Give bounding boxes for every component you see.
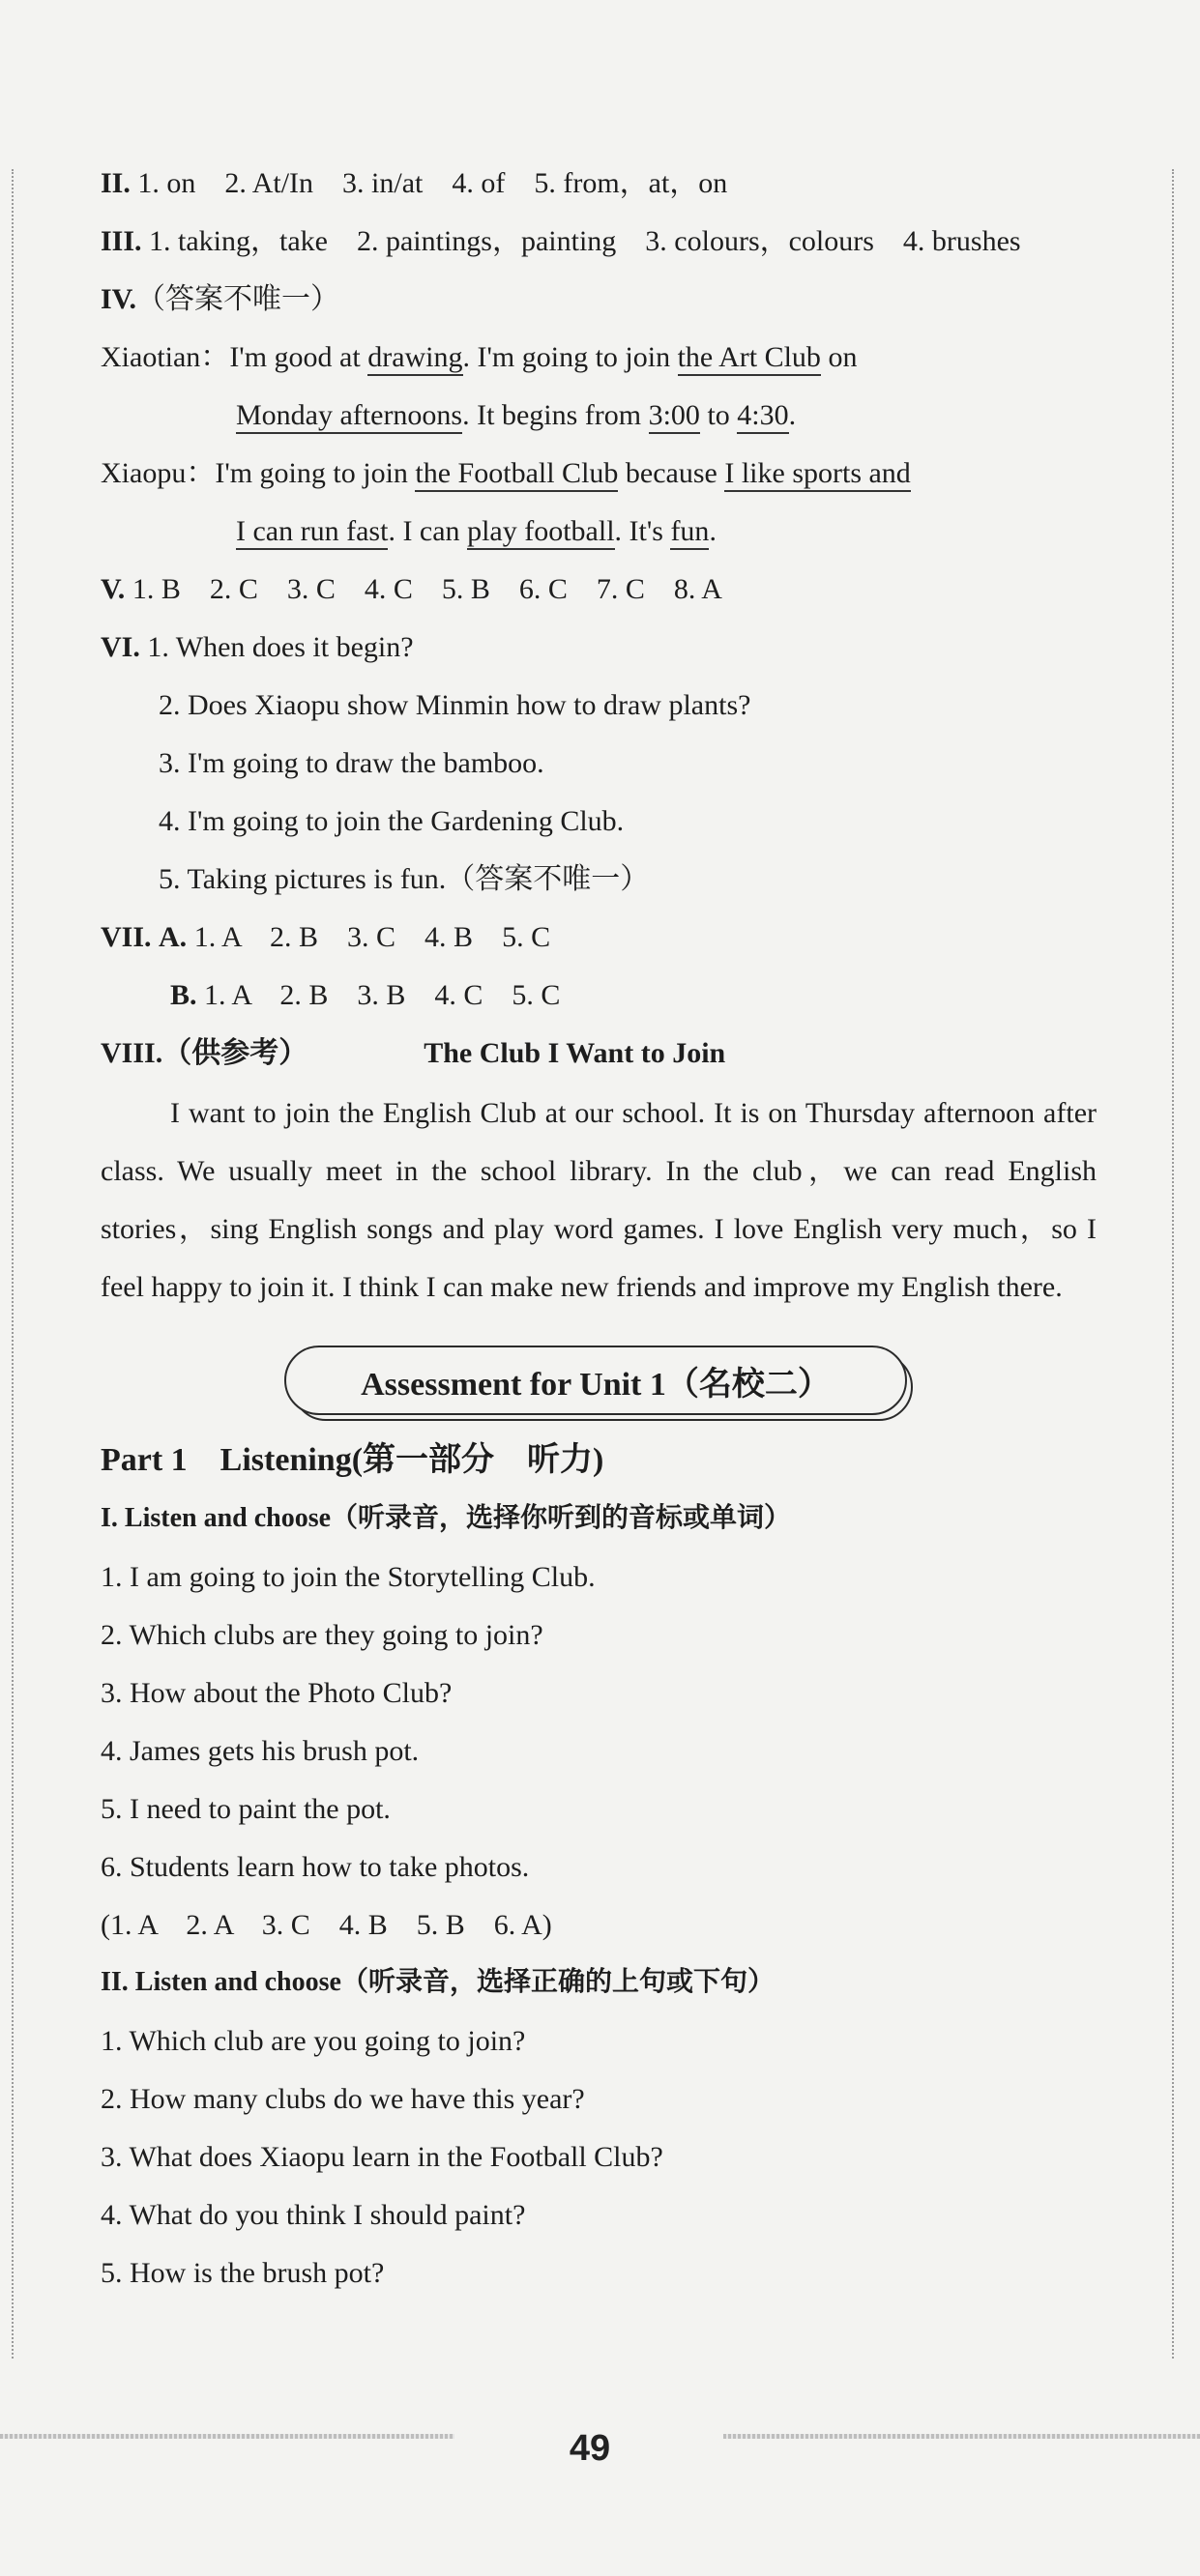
section-6-item-5: 5. Taking pictures is fun.（答案不唯一） — [159, 863, 650, 895]
text-run: . It begins from — [462, 399, 649, 431]
xiaotian-line-2 — [101, 396, 1097, 454]
text-run: on — [820, 341, 858, 373]
section-label: VIII. — [101, 1037, 163, 1069]
listening-1-item: 3. How about the Photo Club? — [101, 1677, 453, 1709]
underlined-answer: 3:00 — [649, 399, 700, 434]
essay-text: I want to join the English Club at our school. It is on Thursday afternoon after class. We usually meet in the school library. In the club，we can read English stories，sing English songs and play word games. I love English very much，so I feel happy to join it. I think I can make new friends and improve my English there. — [101, 1097, 1097, 1303]
banner-title: Assessment for Unit 1（名校二） — [284, 1346, 907, 1415]
listening-2-heading: II. Listen and choose（听录音，选择正确的上句或下句） — [101, 1967, 775, 1997]
section-note: （供参考） — [162, 1037, 308, 1069]
footer-rule-left — [0, 2434, 454, 2439]
section-4-header — [101, 280, 1097, 338]
text-run: I'm going to join — [215, 457, 416, 489]
listening-1-item: 6. Students learn how to take photos. — [101, 1851, 530, 1883]
subpart-label: B. — [170, 979, 197, 1011]
section-6-item-3: 3. I'm going to draw the bamboo. — [159, 747, 544, 779]
listening-2-item: 1. Which club are you going to join? — [101, 2025, 526, 2057]
section-6-item-2: 2. Does Xiaopu show Minmin how to draw plants? — [159, 689, 751, 721]
right-dotted-margin — [1172, 169, 1174, 2359]
section-2-answers — [101, 164, 1097, 222]
section-label: II. — [101, 167, 131, 199]
part-1-heading: Part 1 Listening(第一部分 听力) — [101, 1442, 604, 1478]
answer-text: 1. When does it begin? — [147, 631, 414, 663]
underlined-answer: Monday afternoons — [236, 399, 462, 434]
section-8-header — [101, 1034, 1097, 1092]
section-note: （答案不唯一） — [135, 283, 339, 315]
underlined-answer: I like sports and — [724, 457, 910, 492]
text-run: . — [788, 399, 797, 431]
text-run: . — [709, 515, 717, 547]
underlined-answer: the Art Club — [678, 341, 821, 376]
listening-2-item: 3. What does Xiaopu learn in the Football Club? — [101, 2141, 663, 2173]
subpart-label: A. — [159, 921, 188, 953]
section-7-part-a — [101, 918, 1097, 976]
listening-2-item: 2. How many clubs do we have this year? — [101, 2083, 585, 2115]
listening-1-item: 4. James gets his brush pot. — [101, 1735, 420, 1767]
section-label: III. — [101, 225, 142, 257]
underlined-answer: the Football Club — [415, 457, 618, 492]
text-run: . I can — [388, 515, 468, 547]
text-run: because — [618, 457, 725, 489]
section-6-item-1 — [101, 628, 1097, 686]
answer-text: 1. B 2. C 3. C 4. C 5. B 6. C 7. C 8. A — [132, 573, 722, 605]
underlined-answer: I can run fast — [236, 515, 388, 550]
answer-text: 1. on 2. At/In 3. in/at 4. of 5. from，at，on — [137, 167, 728, 199]
section-label: IV. — [101, 283, 136, 315]
section-label: VII. — [101, 921, 152, 953]
answer-text: 1. A 2. B 3. C 4. B 5. C — [193, 921, 551, 953]
left-dotted-margin — [12, 169, 14, 2359]
unit-banner — [101, 1336, 1097, 1440]
text-run: . I'm going to join — [462, 341, 678, 373]
listening-1-answers: (1. A 2. A 3. C 4. B 5. B 6. A) — [101, 1909, 552, 1941]
essay-paragraph — [101, 1085, 1097, 1317]
listening-1-item: 2. Which clubs are they going to join? — [101, 1619, 543, 1651]
section-label: VI. — [101, 631, 140, 663]
listening-2-item: 4. What do you think I should paint? — [101, 2199, 526, 2231]
xiaotian-line-1 — [101, 338, 1097, 396]
page-number: 49 — [569, 2428, 611, 2469]
text-run: I'm good at — [229, 341, 368, 373]
xiaopu-line-1 — [101, 454, 1097, 512]
section-5-answers — [101, 570, 1097, 628]
essay-title: The Club I Want to Join — [424, 1037, 726, 1069]
answer-content — [101, 164, 1097, 2312]
underlined-answer: drawing — [367, 341, 462, 376]
answer-text: 1. A 2. B 3. B 4. C 5. C — [204, 979, 561, 1011]
answer-text: 1. taking，take 2. paintings，painting 3. colours，colours 4. brushes — [149, 225, 1021, 257]
listening-1-item: 1. I am going to join the Storytelling Club. — [101, 1561, 596, 1593]
underlined-answer: fun — [670, 515, 709, 550]
xiaopu-line-2 — [101, 512, 1097, 570]
underlined-answer: 4:30 — [737, 399, 788, 434]
speaker-name: Xiaopu： — [101, 457, 216, 489]
listening-1-heading: I. Listen and choose（听录音，选择你听到的音标或单词） — [101, 1503, 792, 1533]
section-6-item-4: 4. I'm going to join the Gardening Club. — [159, 805, 625, 837]
speaker-name: Xiaotian： — [101, 341, 230, 373]
section-label: V. — [101, 573, 126, 605]
underlined-answer: play football — [467, 515, 614, 550]
section-3-answers — [101, 222, 1097, 280]
text-run: . It's — [614, 515, 671, 547]
footer-rule-right — [723, 2434, 1200, 2439]
listening-1-item: 5. I need to paint the pot. — [101, 1793, 391, 1825]
section-7-part-b — [101, 976, 1097, 1034]
text-run: to — [699, 399, 738, 431]
listening-2-item: 5. How is the brush pot? — [101, 2257, 385, 2289]
